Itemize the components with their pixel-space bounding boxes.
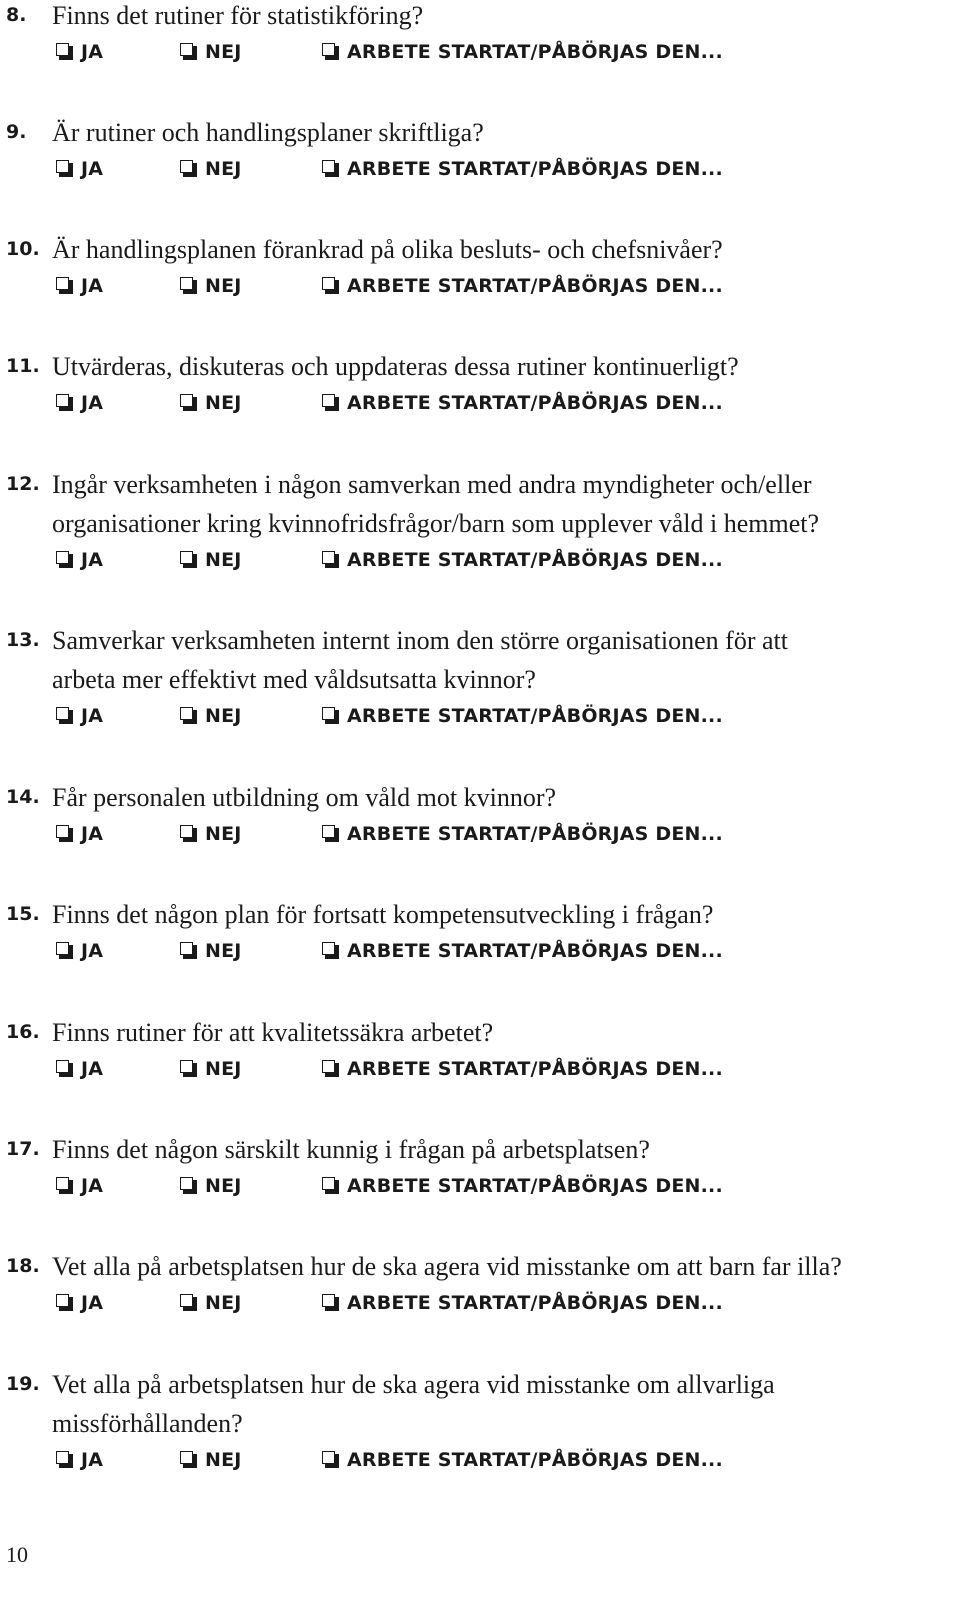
checkbox-ja[interactable] [56, 701, 103, 731]
answer-options [52, 271, 812, 301]
checkbox-icon[interactable] [56, 1060, 74, 1079]
checkbox-arbete-startat[interactable] [322, 1171, 723, 1201]
checkbox-ja-label: JA [81, 940, 104, 962]
question-text: Samverkar verksamheten internt inom den större organisationen för att arbeta mer effektivt med våldsutsatta kvinnor? [52, 626, 788, 694]
checkbox-icon[interactable] [180, 1060, 198, 1079]
checkbox-icon[interactable] [56, 551, 74, 570]
checkbox-nej[interactable] [180, 37, 242, 67]
question-text: Är handlingsplanen förankrad på olika besluts- och chefsnivåer? [52, 235, 723, 264]
checkbox-nej-label: NEJ [205, 275, 242, 297]
checkbox-arbete-startat[interactable] [322, 701, 723, 731]
checkbox-nej[interactable] [180, 1171, 242, 1201]
checkbox-icon[interactable] [56, 707, 74, 726]
answer-options [52, 388, 812, 418]
checkbox-icon[interactable] [180, 160, 198, 179]
question-number: 17. [6, 1138, 40, 1160]
checkbox-icon[interactable] [322, 43, 340, 62]
checkbox-arbete-startat[interactable] [322, 936, 723, 966]
checkbox-icon[interactable] [180, 1451, 198, 1470]
checkbox-icon[interactable] [56, 277, 74, 296]
question-text: Utvärderas, diskuteras och uppdateras dessa rutiner kontinuerligt? [52, 352, 739, 381]
question-text: Finns det någon särskilt kunnig i frågan på arbetsplatsen? [52, 1135, 650, 1164]
checkbox-arbete-startat-label: ARBETE STARTAT/PÅBÖRJAS DEN... [347, 41, 723, 63]
checkbox-nej-label: NEJ [205, 940, 242, 962]
question-number: 19. [6, 1373, 40, 1395]
page-number: 10 [6, 1542, 28, 1567]
checkbox-arbete-startat-label: ARBETE STARTAT/PÅBÖRJAS DEN... [347, 275, 723, 297]
answer-options [52, 819, 812, 849]
checkbox-icon[interactable] [180, 942, 198, 961]
checkbox-icon[interactable] [322, 394, 340, 413]
checkbox-arbete-startat[interactable] [322, 388, 723, 418]
question-number: 8. [6, 4, 27, 26]
checkbox-icon[interactable] [322, 942, 340, 961]
checkbox-icon[interactable] [56, 942, 74, 961]
checkbox-arbete-startat[interactable] [322, 37, 723, 67]
checkbox-ja-label: JA [81, 41, 104, 63]
checkbox-ja-label: JA [81, 1449, 104, 1471]
answer-options [52, 1171, 812, 1201]
checkbox-nej-label: NEJ [205, 1175, 242, 1197]
checkbox-arbete-startat-label: ARBETE STARTAT/PÅBÖRJAS DEN... [347, 940, 723, 962]
checkbox-arbete-startat-label: ARBETE STARTAT/PÅBÖRJAS DEN... [347, 392, 723, 414]
checkbox-icon[interactable] [180, 825, 198, 844]
checkbox-ja-label: JA [81, 1058, 104, 1080]
answer-options [52, 1288, 812, 1318]
question-number: 9. [6, 121, 27, 143]
checkbox-ja-label: JA [81, 158, 104, 180]
checkbox-icon[interactable] [322, 1451, 340, 1470]
checkbox-arbete-startat-label: ARBETE STARTAT/PÅBÖRJAS DEN... [347, 823, 723, 845]
checkbox-ja-label: JA [81, 823, 104, 845]
question-number: 16. [6, 1021, 40, 1043]
checkbox-nej-label: NEJ [205, 705, 242, 727]
answer-options [52, 936, 812, 966]
checkbox-icon[interactable] [322, 160, 340, 179]
checkbox-ja-label: JA [81, 549, 104, 571]
checkbox-ja-label: JA [81, 705, 104, 727]
checkbox-ja-label: JA [81, 275, 104, 297]
checkbox-arbete-startat-label: ARBETE STARTAT/PÅBÖRJAS DEN... [347, 1449, 723, 1471]
checkbox-icon[interactable] [180, 394, 198, 413]
checkbox-icon[interactable] [56, 1177, 74, 1196]
checkbox-icon[interactable] [56, 394, 74, 413]
question-text: Får personalen utbildning om våld mot kvinnor? [52, 783, 557, 812]
checkbox-nej-label: NEJ [205, 392, 242, 414]
checkbox-arbete-startat[interactable] [322, 1445, 723, 1475]
checkbox-arbete-startat-label: ARBETE STARTAT/PÅBÖRJAS DEN... [347, 158, 723, 180]
checkbox-ja[interactable] [56, 1054, 103, 1084]
checkbox-nej[interactable] [180, 819, 242, 849]
answer-options [52, 1054, 812, 1084]
question-number: 14. [6, 786, 40, 808]
checkbox-ja[interactable] [56, 271, 103, 301]
checkbox-nej-label: NEJ [205, 1292, 242, 1314]
checkbox-icon[interactable] [180, 551, 198, 570]
answer-options [52, 545, 812, 575]
checkbox-arbete-startat-label: ARBETE STARTAT/PÅBÖRJAS DEN... [347, 705, 723, 727]
checkbox-arbete-startat[interactable] [322, 1288, 723, 1318]
checkbox-icon[interactable] [322, 1294, 340, 1313]
question-text: Ingår verksamheten i någon samverkan med andra myndigheter och/eller organisationer kring kvinnofridsfrågor/barn som upplever våld i hemmet? [52, 470, 820, 538]
checkbox-icon[interactable] [322, 825, 340, 844]
checkbox-arbete-startat[interactable] [322, 271, 723, 301]
checkbox-arbete-startat-label: ARBETE STARTAT/PÅBÖRJAS DEN... [347, 1292, 723, 1314]
answer-options [52, 37, 812, 67]
question-number: 18. [6, 1255, 40, 1277]
checkbox-ja[interactable] [56, 1288, 103, 1318]
checkbox-arbete-startat-label: ARBETE STARTAT/PÅBÖRJAS DEN... [347, 549, 723, 571]
question-number: 13. [6, 629, 40, 651]
checkbox-nej-label: NEJ [205, 1449, 242, 1471]
question-text: Vet alla på arbetsplatsen hur de ska agera vid misstanke om att barn far illa? [52, 1252, 842, 1281]
checkbox-icon[interactable] [180, 277, 198, 296]
checkbox-ja[interactable] [56, 936, 103, 966]
checkbox-nej[interactable] [180, 1445, 242, 1475]
checkbox-ja-label: JA [81, 1175, 104, 1197]
checkbox-nej[interactable] [180, 1054, 242, 1084]
checkbox-nej[interactable] [180, 154, 242, 184]
question-number: 10. [6, 238, 40, 260]
checkbox-ja[interactable] [56, 154, 103, 184]
answer-options [52, 701, 812, 731]
checkbox-nej-label: NEJ [205, 823, 242, 845]
checkbox-icon[interactable] [180, 1177, 198, 1196]
checkbox-arbete-startat[interactable] [322, 819, 723, 849]
checkbox-icon[interactable] [322, 1060, 340, 1079]
checkbox-nej[interactable] [180, 936, 242, 966]
answer-options [52, 154, 812, 184]
checkbox-ja[interactable] [56, 388, 103, 418]
checkbox-icon[interactable] [56, 1294, 74, 1313]
checkbox-nej[interactable] [180, 388, 242, 418]
question-text: Vet alla på arbetsplatsen hur de ska agera vid misstanke om allvarliga missförhållanden? [52, 1370, 775, 1438]
question-number: 11. [6, 355, 40, 377]
question-text: Finns rutiner för att kvalitetssäkra arbetet? [52, 1018, 494, 1047]
checkbox-ja[interactable] [56, 1445, 103, 1475]
checkbox-nej-label: NEJ [205, 41, 242, 63]
checkbox-icon[interactable] [56, 1451, 74, 1470]
checkbox-arbete-startat-label: ARBETE STARTAT/PÅBÖRJAS DEN... [347, 1058, 723, 1080]
answer-options [52, 1445, 812, 1475]
checkbox-icon[interactable] [322, 277, 340, 296]
checkbox-ja-label: JA [81, 392, 104, 414]
checkbox-nej-label: NEJ [205, 158, 242, 180]
question-text: Finns det någon plan för fortsatt kompetensutveckling i frågan? [52, 900, 714, 929]
checkbox-nej-label: NEJ [205, 549, 242, 571]
question-number: 15. [6, 903, 40, 925]
question-text: Finns det rutiner för statistikföring? [52, 1, 424, 30]
checkbox-arbete-startat-label: ARBETE STARTAT/PÅBÖRJAS DEN... [347, 1175, 723, 1197]
checkbox-ja[interactable] [56, 1171, 103, 1201]
checkbox-icon[interactable] [180, 1294, 198, 1313]
checkbox-ja[interactable] [56, 37, 103, 67]
checkbox-icon[interactable] [322, 707, 340, 726]
checkbox-ja[interactable] [56, 545, 103, 575]
question-number: 12. [6, 473, 40, 495]
checkbox-icon[interactable] [56, 825, 74, 844]
checkbox-icon[interactable] [56, 160, 74, 179]
checkbox-icon[interactable] [322, 1177, 340, 1196]
question-text: Är rutiner och handlingsplaner skriftliga? [52, 118, 484, 147]
checkbox-ja-label: JA [81, 1292, 104, 1314]
checkbox-nej[interactable] [180, 701, 242, 731]
checkbox-nej[interactable] [180, 271, 242, 301]
checkbox-icon[interactable] [56, 43, 74, 62]
checkbox-arbete-startat[interactable] [322, 154, 723, 184]
checkbox-icon[interactable] [180, 43, 198, 62]
checkbox-ja[interactable] [56, 819, 103, 849]
checkbox-nej[interactable] [180, 545, 242, 575]
checkbox-arbete-startat[interactable] [322, 545, 723, 575]
checkbox-nej-label: NEJ [205, 1058, 242, 1080]
checkbox-icon[interactable] [322, 551, 340, 570]
checkbox-nej[interactable] [180, 1288, 242, 1318]
checkbox-icon[interactable] [180, 707, 198, 726]
checkbox-arbete-startat[interactable] [322, 1054, 723, 1084]
